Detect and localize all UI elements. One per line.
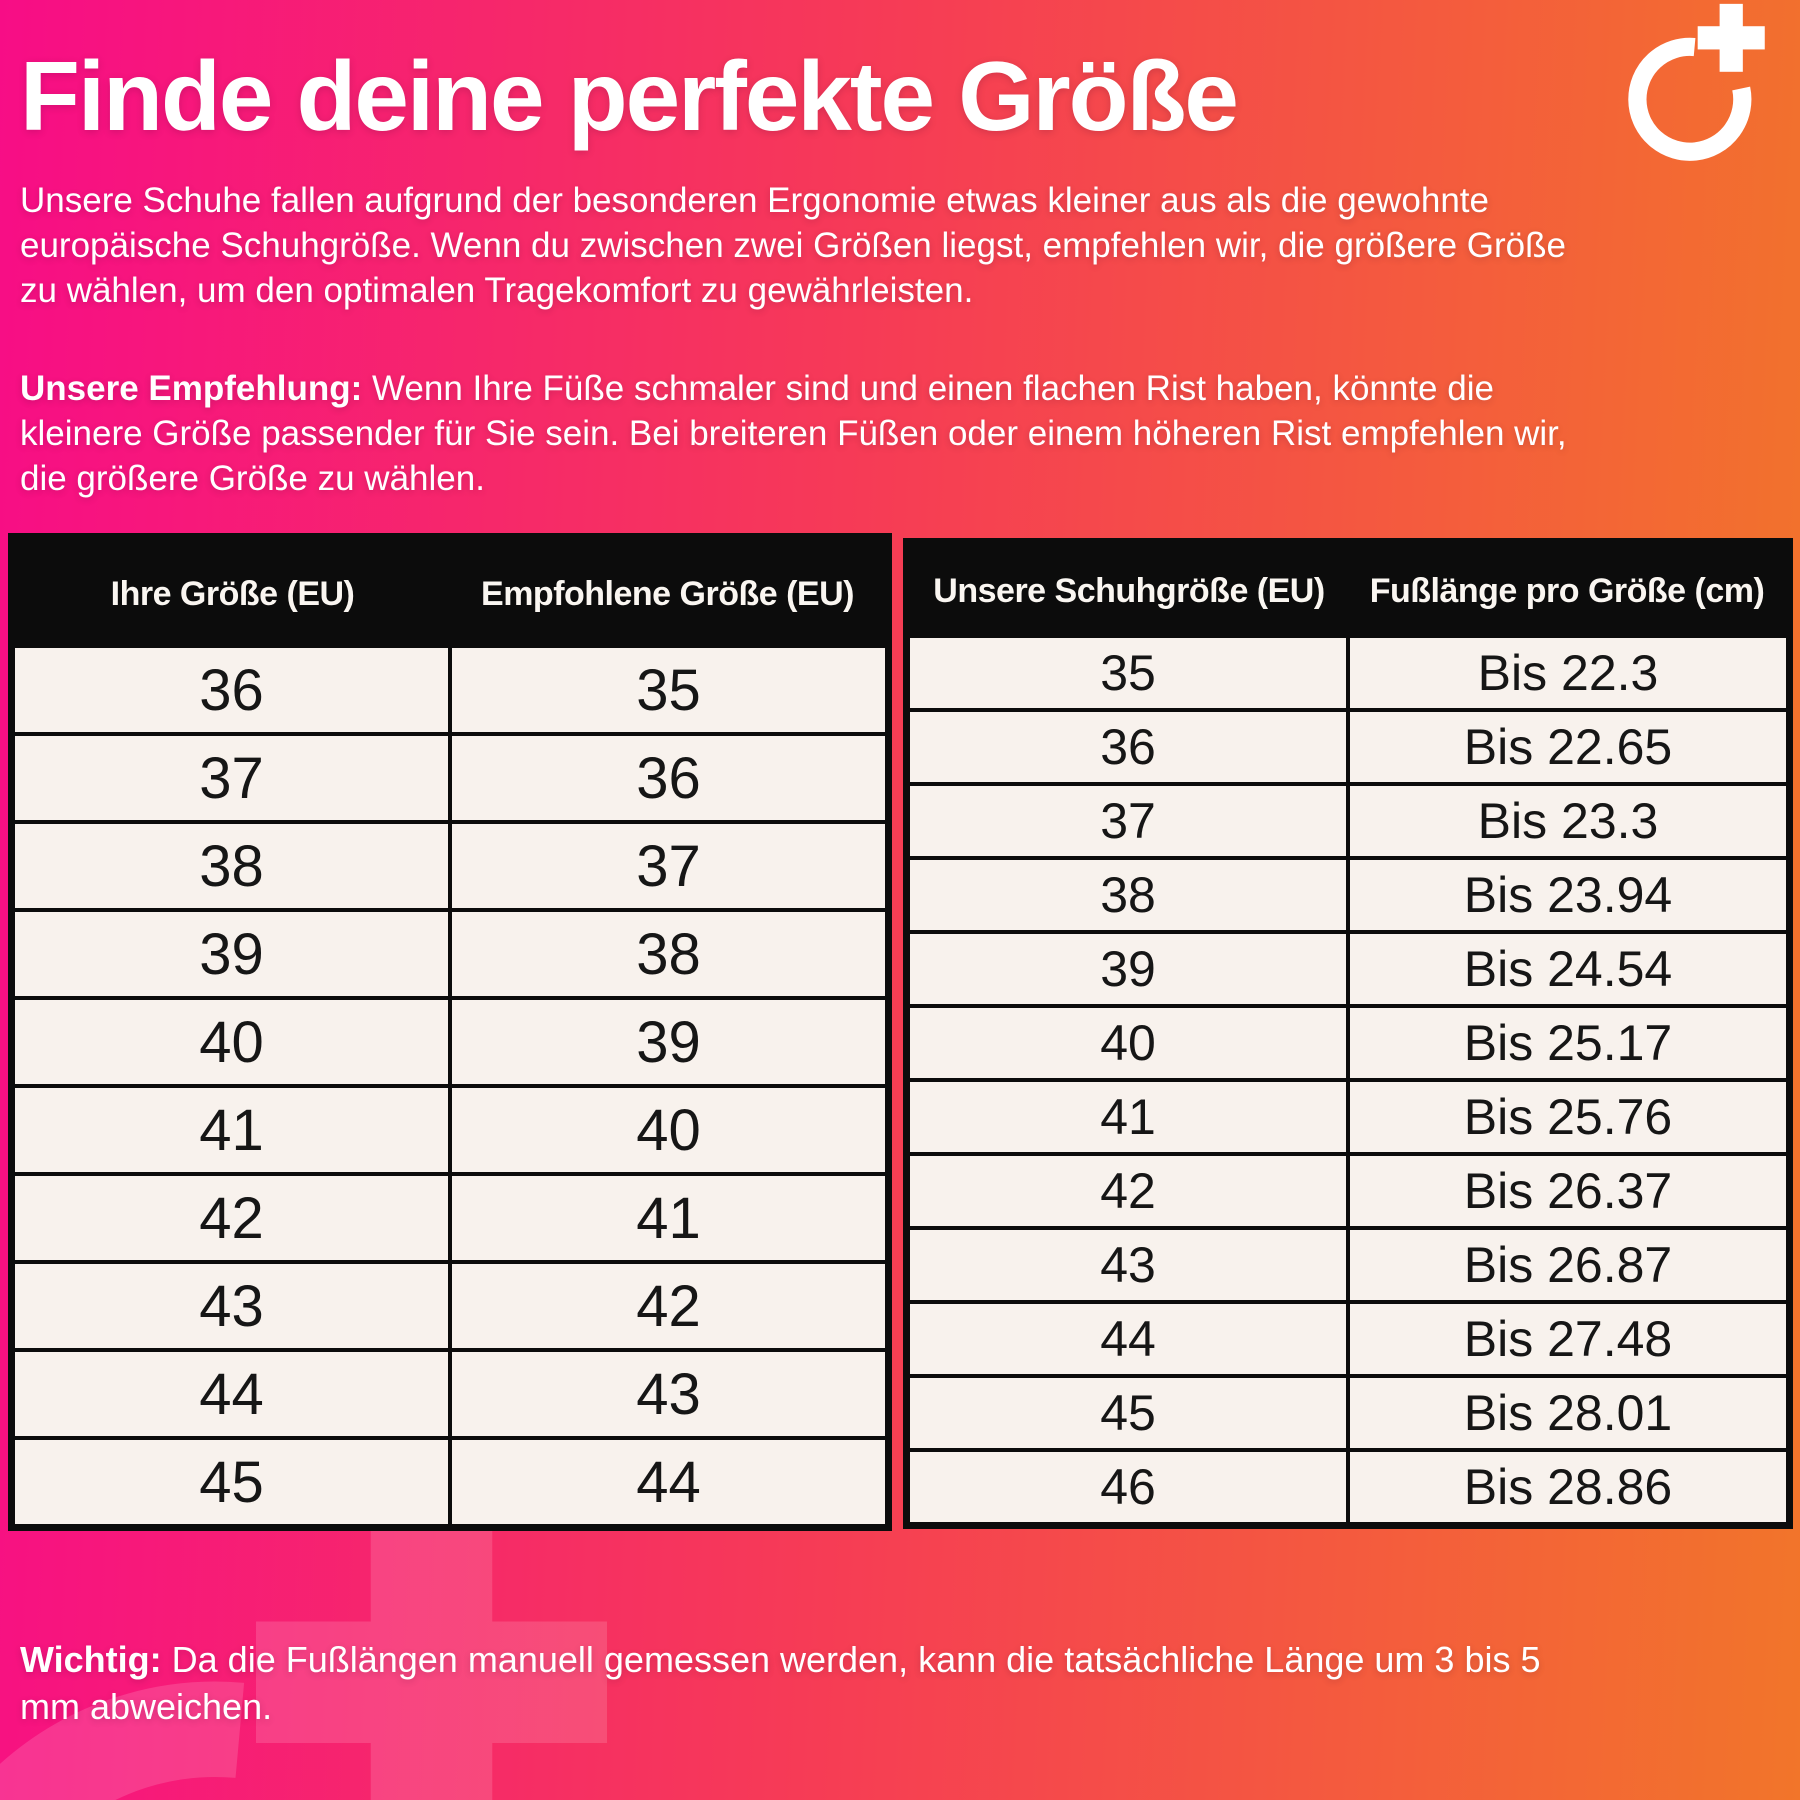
table-cell: 41 bbox=[448, 1176, 885, 1260]
table-row bbox=[15, 1260, 885, 1348]
table-cell: Bis 23.3 bbox=[1346, 786, 1786, 856]
table-cell: Bis 26.37 bbox=[1346, 1156, 1786, 1226]
table-cell: 43 bbox=[199, 1273, 264, 1339]
table-row bbox=[15, 996, 885, 1084]
table-cell: Bis 23.94 bbox=[1346, 860, 1786, 930]
table-row bbox=[910, 708, 1786, 782]
size-conversion-table-body bbox=[15, 648, 885, 1524]
table-cell: 45 bbox=[1100, 1385, 1156, 1441]
table-cell: Bis 28.01 bbox=[1346, 1378, 1786, 1448]
table-row bbox=[15, 1172, 885, 1260]
table-row bbox=[910, 782, 1786, 856]
foot-length-table-body bbox=[910, 638, 1786, 1522]
table-cell: Bis 22.3 bbox=[1346, 638, 1786, 708]
table-row bbox=[15, 1084, 885, 1172]
table-cell: 39 bbox=[1100, 941, 1156, 997]
table-cell: 45 bbox=[199, 1449, 264, 1515]
table-cell: 36 bbox=[1100, 719, 1156, 775]
table-row bbox=[910, 638, 1786, 708]
tables-section bbox=[8, 533, 1793, 1531]
table-row bbox=[15, 1436, 885, 1524]
table-cell: 43 bbox=[1100, 1237, 1156, 1293]
table-cell: 38 bbox=[199, 833, 264, 899]
table-cell: 36 bbox=[448, 736, 885, 820]
recommendation-body: Wenn Ihre Füße schmaler sind und einen flachen Rist haben, könnte die kleinere Größe passender für Sie sein. Bei breiteren Füßen oder einem höheren Rist empfehlen wir, die größere Größe zu wählen. bbox=[20, 369, 1567, 498]
table-row bbox=[910, 1004, 1786, 1078]
table-row bbox=[15, 908, 885, 996]
foot-length-table bbox=[903, 538, 1793, 1529]
footnote-body: Da die Fußlängen manuell gemessen werden, kann die tatsächliche Länge um 3 bis 5 mm abweichen. bbox=[20, 1639, 1541, 1727]
table-cell: 40 bbox=[199, 1009, 264, 1075]
table-cell: 38 bbox=[1100, 867, 1156, 923]
table-row bbox=[910, 1448, 1786, 1522]
table-row bbox=[910, 856, 1786, 930]
table-cell: Bis 25.17 bbox=[1346, 1008, 1786, 1078]
table-row bbox=[910, 1152, 1786, 1226]
recommendation-label: Unsere Empfehlung: bbox=[20, 369, 363, 408]
intro-text: Unsere Schuhe fallen aufgrund der besonderen Ergonomie etwas kleiner aus als die gewohnte europäische Schuhgröße. Wenn du zwischen zwei Größen liegst, empfehlen wir, die größere Größe zu wählen, um den optimalen Tragekomfort zu gewährleisten. bbox=[20, 181, 1566, 310]
table-cell: 44 bbox=[1100, 1311, 1156, 1367]
table-cell: 37 bbox=[199, 745, 264, 811]
footnote bbox=[20, 1636, 1580, 1730]
table-cell: Bis 22.65 bbox=[1346, 712, 1786, 782]
table-cell: 35 bbox=[1100, 645, 1156, 701]
table-row bbox=[910, 1078, 1786, 1152]
size-conversion-table-header bbox=[15, 540, 885, 648]
table-cell: 43 bbox=[448, 1352, 885, 1436]
circle-plus-logo-icon bbox=[1622, 3, 1794, 175]
table-cell: 39 bbox=[448, 1000, 885, 1084]
table-cell: 35 bbox=[448, 648, 885, 732]
table-cell: 42 bbox=[448, 1264, 885, 1348]
table-cell: 40 bbox=[448, 1088, 885, 1172]
table-row bbox=[910, 1300, 1786, 1374]
table-row bbox=[15, 732, 885, 820]
table-cell: 42 bbox=[199, 1185, 264, 1251]
table-cell: Bis 26.87 bbox=[1346, 1230, 1786, 1300]
table-cell: 41 bbox=[1100, 1089, 1156, 1145]
table-row bbox=[15, 648, 885, 732]
page-title: Finde deine perfekte Größe bbox=[20, 41, 1237, 151]
table-cell: 44 bbox=[199, 1361, 264, 1427]
table-cell: 44 bbox=[448, 1440, 885, 1524]
table-cell: Bis 25.76 bbox=[1346, 1082, 1786, 1152]
table-cell: 38 bbox=[448, 912, 885, 996]
table-cell: 42 bbox=[1100, 1163, 1156, 1219]
table-cell: Bis 27.48 bbox=[1346, 1304, 1786, 1374]
column-header-recommended-size: Empfohlene Größe (EU) bbox=[481, 574, 854, 613]
table-row bbox=[15, 1348, 885, 1436]
column-header-our-shoe-size: Unsere Schuhgröße (EU) bbox=[933, 572, 1325, 610]
table-row bbox=[910, 930, 1786, 1004]
size-conversion-table bbox=[8, 533, 892, 1531]
table-cell: 37 bbox=[1100, 793, 1156, 849]
table-cell: 41 bbox=[199, 1097, 264, 1163]
table-cell: Bis 24.54 bbox=[1346, 934, 1786, 1004]
table-cell: 46 bbox=[1100, 1459, 1156, 1515]
table-row bbox=[910, 1374, 1786, 1448]
column-header-foot-length: Fußlänge pro Größe (cm) bbox=[1369, 572, 1765, 610]
recommendation-text bbox=[20, 366, 1580, 501]
table-cell: 37 bbox=[448, 824, 885, 908]
column-header-your-size: Ihre Größe (EU) bbox=[110, 574, 355, 613]
table-cell: Bis 28.86 bbox=[1346, 1452, 1786, 1522]
foot-length-table-header bbox=[910, 545, 1786, 638]
table-cell: 40 bbox=[1100, 1015, 1156, 1071]
table-cell: 39 bbox=[199, 921, 264, 987]
table-row bbox=[15, 820, 885, 908]
table-cell: 36 bbox=[199, 657, 264, 723]
footnote-label: Wichtig: bbox=[20, 1639, 162, 1680]
table-row bbox=[910, 1226, 1786, 1300]
